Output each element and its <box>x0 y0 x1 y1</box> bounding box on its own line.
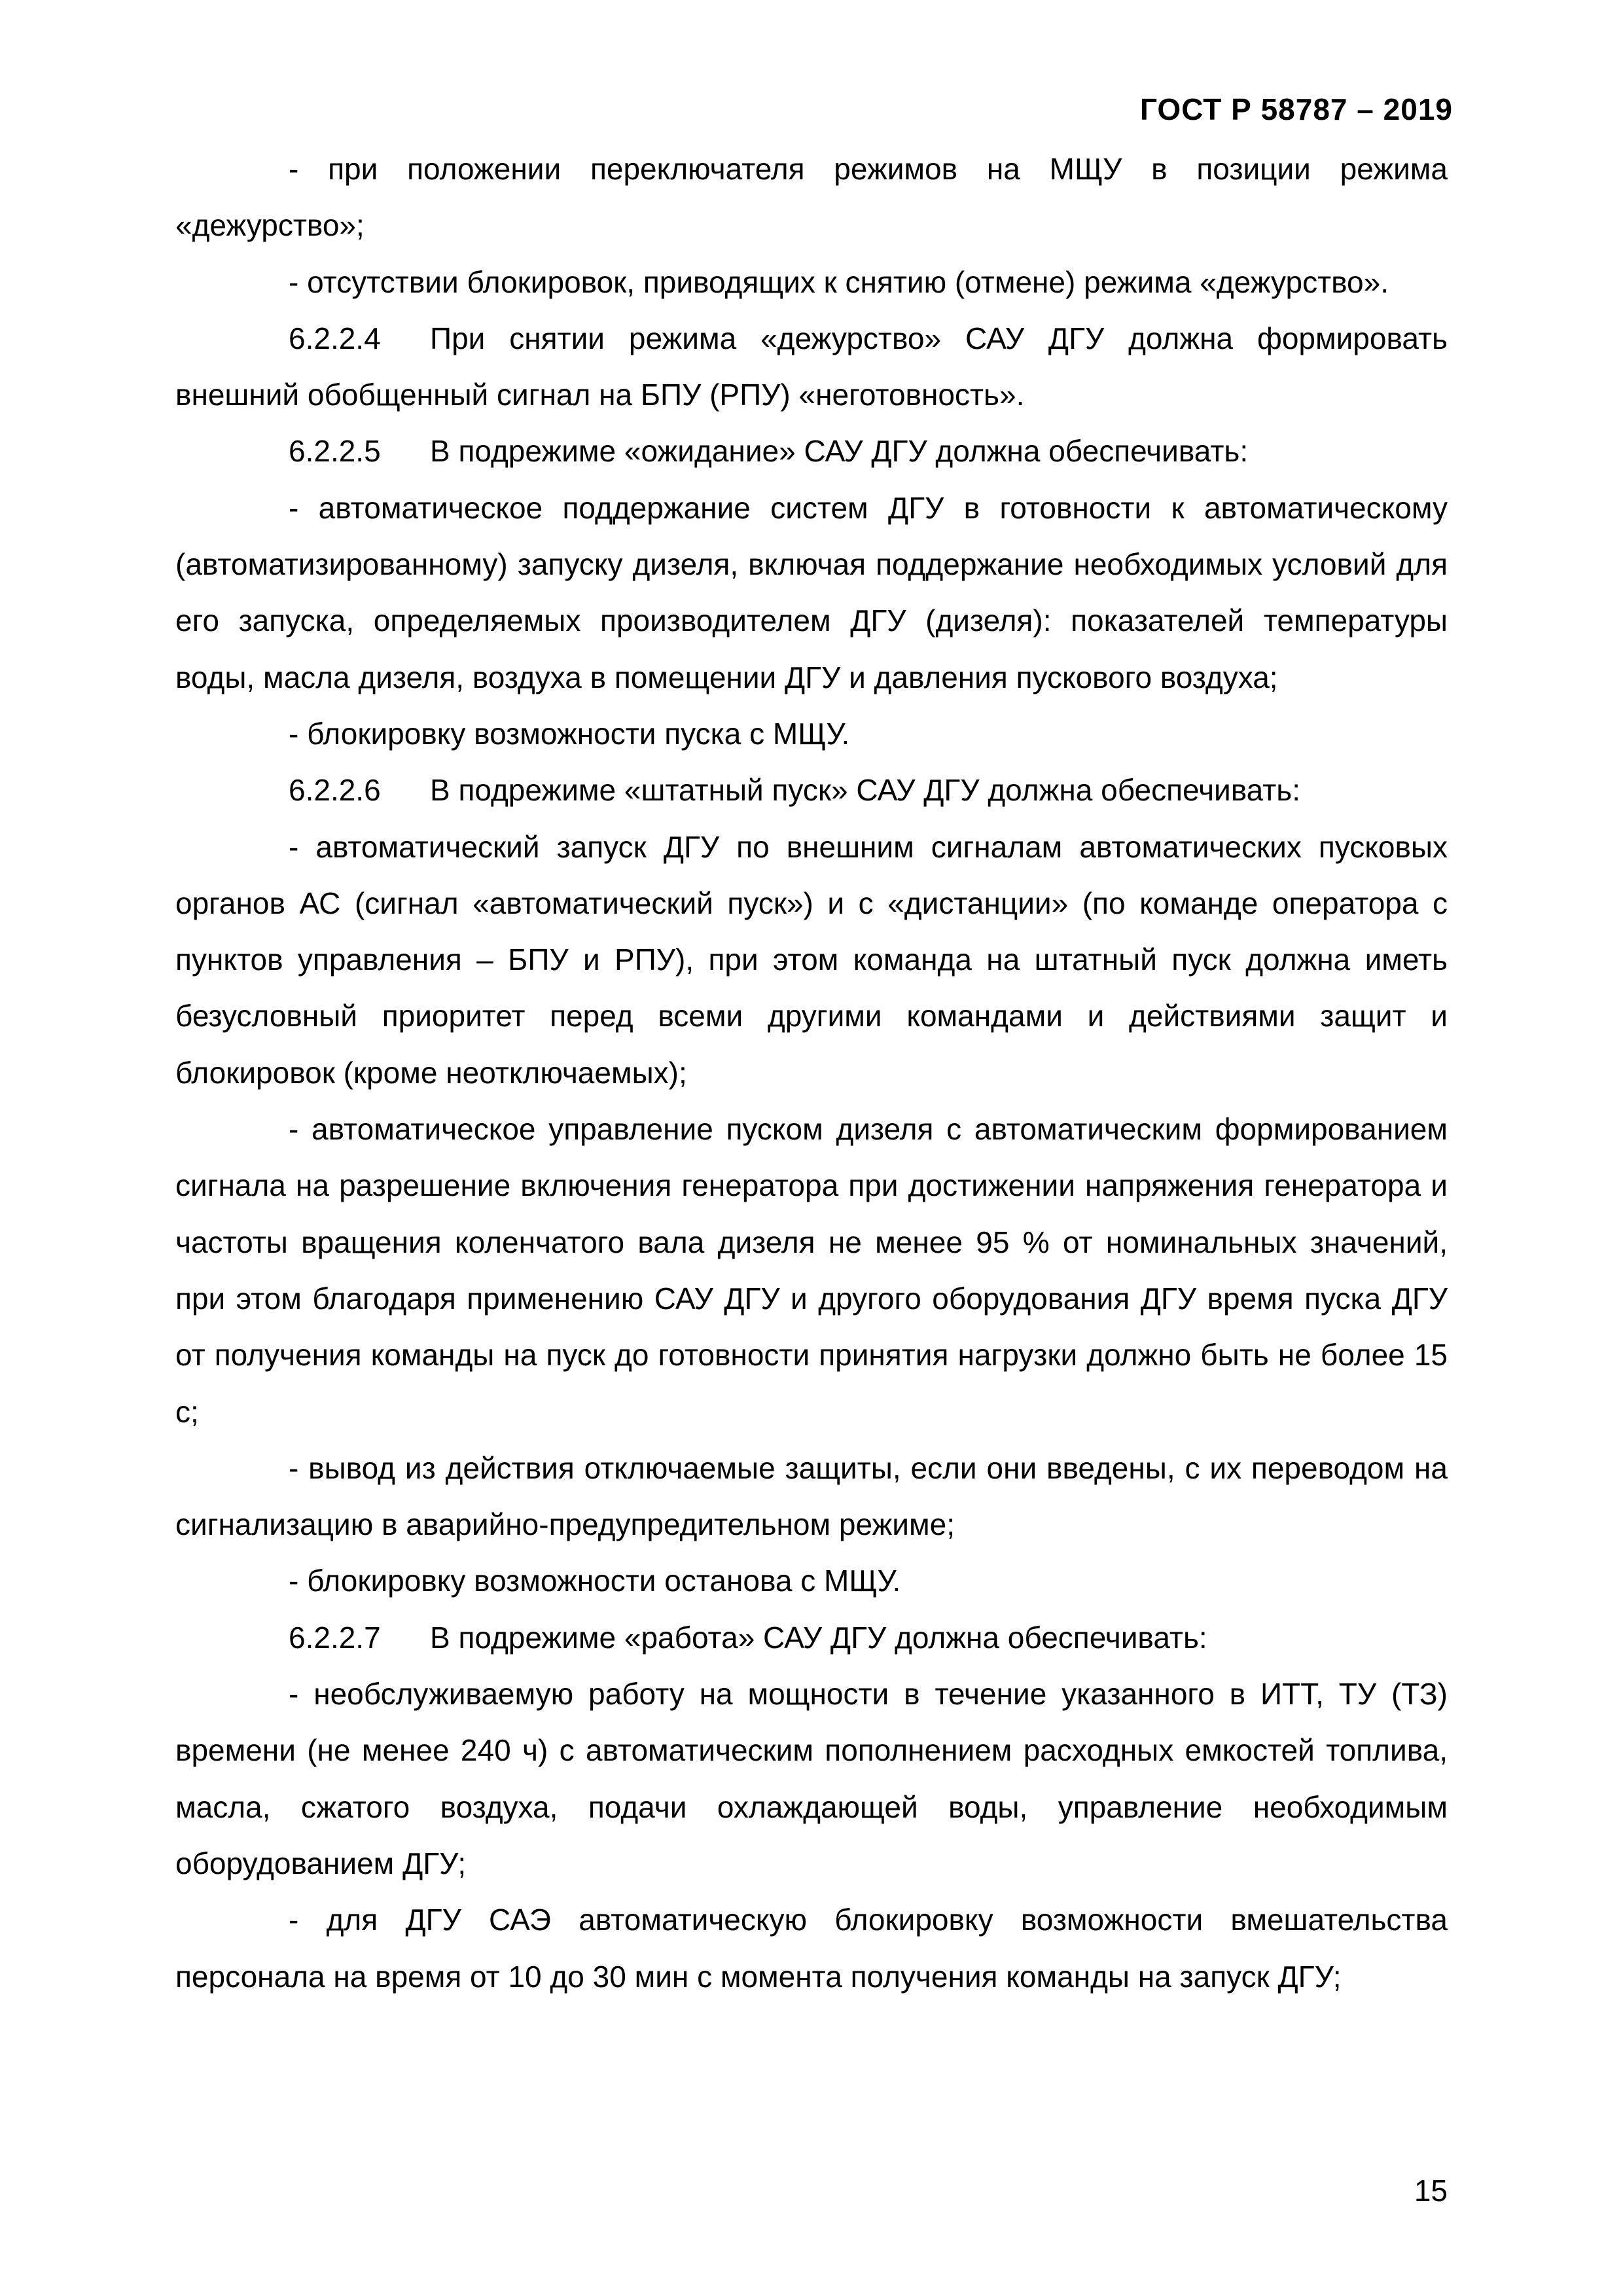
paragraph <box>175 310 1448 423</box>
paragraph-text: - вывод из действия отключаемые защиты, если они введены, с их переводом на сигнализацию в аварийно-предупредительном режиме; <box>175 1450 1448 1542</box>
paragraph-text: - автоматическое поддержание систем ДГУ в готовности к автоматическому (автоматизированному) запуску дизеля, включая поддержание необходимых условий для его запуска, определяемых производителем ДГУ (дизеля): показателей температуры воды, масла дизеля, воздуха в помещении ДГУ и давления пускового воздуха; <box>175 490 1448 694</box>
paragraph-text: - необслуживаемую работу на мощности в течение указанного в ИТТ, ТУ (ТЗ) времени (не менее 240 ч) с автоматическим пополнением расходных емкостей топлива, масла, сжатого воздуха, подачи охлаждающей воды, управление необходимым оборудованием ДГУ; <box>175 1677 1448 1880</box>
paragraph <box>175 1666 1448 1892</box>
paragraph <box>175 1101 1448 1440</box>
paragraph <box>175 423 1448 479</box>
paragraph-text: - для ДГУ САЭ автоматическую блокировку возможности вмешательства персонала на время от 10 до 30 мин с момента получения команды на запуск ДГУ; <box>175 1903 1448 1994</box>
paragraph <box>175 141 1448 254</box>
paragraph-text: В подрежиме «работа» САУ ДГУ должна обеспечивать: <box>430 1620 1207 1655</box>
page-number: 15 <box>1414 2174 1448 2208</box>
paragraph-text: - при положении переключателя режимов на МЩУ в позиции режима «дежурство»; <box>175 152 1448 243</box>
paragraph <box>175 762 1448 818</box>
paragraph-text: - отсутствии блокировок, приводящих к снятию (отмене) режима «дежурство». <box>289 264 1389 299</box>
paragraph <box>175 1892 1448 2005</box>
paragraph <box>175 254 1448 310</box>
paragraph <box>175 1440 1448 1553</box>
clause-number: 6.2.2.7 <box>289 1620 381 1655</box>
paragraph <box>175 819 1448 1101</box>
paragraph <box>175 1552 1448 1609</box>
paragraph-text: - автоматический запуск ДГУ по внешним сигналам автоматических пусковых органов АС (сигнал «автоматический пуск») и с «дистанции» (по команде оператора с пунктов управления – БПУ и РПУ), при этом команда на штатный пуск должна иметь безусловный приоритет перед всеми другими командами и действиями защит и блокировок (кроме неотключаемых); <box>175 829 1448 1090</box>
paragraph-text: В подрежиме «штатный пуск» САУ ДГУ должна обеспечивать: <box>430 773 1301 808</box>
clause-number: 6.2.2.6 <box>289 773 381 808</box>
clause-number: 6.2.2.4 <box>289 321 381 355</box>
document-body <box>175 141 1448 2005</box>
paragraph-text: - автоматическое управление пуском дизеля с автоматическим формированием сигнала на разрешение включения генератора при достижении напряжения генератора и частоты вращения коленчатого вала дизеля не менее 95 % от номинальных значений, при этом благодаря применению САУ ДГУ и другого оборудования ДГУ время пуска ДГУ от получения команды на пуск до готовности принятия нагрузки должно быть не более 15 с; <box>175 1112 1448 1429</box>
paragraph-text: - блокировку возможности пуска с МЩУ. <box>289 716 850 751</box>
clause-number: 6.2.2.5 <box>289 434 381 469</box>
paragraph <box>175 1609 1448 1666</box>
paragraph-text: При снятии режима «дежурство» САУ ДГУ должна формировать внешний обобщенный сигнал на БПУ (РПУ) «неготовность». <box>175 321 1448 412</box>
paragraph-text: В подрежиме «ожидание» САУ ДГУ должна обеспечивать: <box>430 434 1249 469</box>
paragraph-text: - блокировку возможности останова с МЩУ. <box>289 1564 901 1598</box>
document-header: ГОСТ Р 58787 – 2019 <box>1139 92 1453 126</box>
paragraph <box>175 706 1448 762</box>
paragraph <box>175 480 1448 706</box>
